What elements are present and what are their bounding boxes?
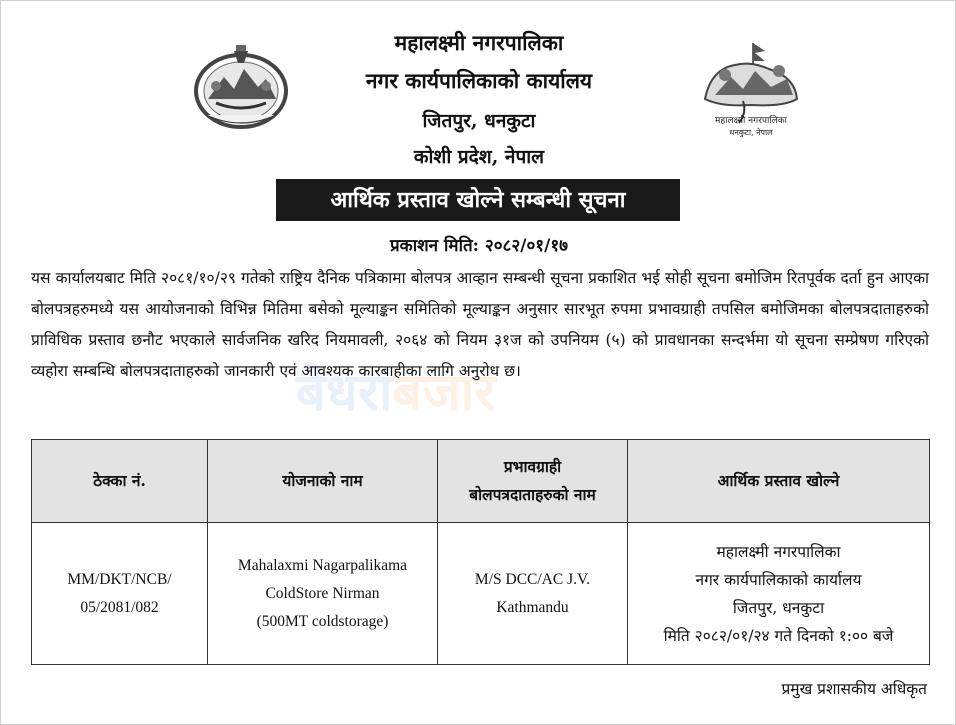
bidder-line1: M/S DCC/AC J.V.: [474, 570, 591, 588]
province-country: कोशी प्रदेश, नेपाल: [413, 146, 545, 168]
watermark-part2: बजार: [392, 363, 496, 423]
office-name: नगर कार्यपालिकाको कार्यालय: [365, 68, 593, 93]
watermark-part1: बेधरा: [296, 363, 393, 423]
cell-contract-no: [32, 523, 208, 665]
contract-no-line2: 05/2081/082: [80, 598, 159, 616]
logo-caption-line2: धनकुटा, नेपाल: [729, 128, 773, 137]
municipality-logo-icon: [691, 39, 811, 139]
header-opening: आर्थिक प्रस्ताव खोल्ने: [628, 440, 930, 523]
notice-body: यस कार्यालयबाट मिति २०८१/१०/२९ गतेको राष्ट्रिय दैनिक पत्रिकामा बोलपत्र आव्हान सम्बन्धी सूचना प्रकाशित भई सोही सूचना बमोजिम रितपूर्वक दर्ता हुन आएका बोलपत्रहरुमध्ये यस आयोजनाको विभिन्न मितिमा बसेको मूल्याङ्कन समितिको मूल्याङ्कन अनुसार सारभूत रुपमा प्रभावग्राही तपसिल बमोजिमका बोलपत्रदाताहरुको प्राविधिक प्रस्ताव छनौट भएकाले सार्वजनिक खरिद नियमावली, २०६४ को नियम ३१ज को उपनियम (५) को प्रावधानका सन्दर्भमा यो सूचना सम्प्रेषण गरिएको व्यहोरा सम्बन्धि बोलपत्रदाताहरुको जानकारी एवं आवश्यक कारबाहीका लागि अनुरोध छ।: [31, 269, 929, 380]
project-line1: Mahalaxmi Nagarpalikama: [237, 556, 408, 574]
header-bidder-name: [438, 440, 628, 523]
publication-date: प्रकाशन मिति: २०८२/०१/१७: [389, 236, 569, 256]
project-line3: (500MT coldstorage): [256, 612, 389, 630]
header-contract-no: ठेक्का नं.: [32, 440, 208, 523]
header-bidder-line2: बोलपत्रदाताहरुको नाम: [469, 485, 596, 504]
opening-line3: जितपुर, धनकुटा: [732, 598, 825, 617]
header-bidder-line1: प्रभावग्राही: [503, 457, 562, 476]
table-row: [32, 523, 930, 665]
notice-title: आर्थिक प्रस्ताव खोल्ने सम्बन्धी सूचना: [276, 179, 680, 221]
cell-bidder-name: [438, 523, 628, 665]
cell-project-name: [208, 523, 438, 665]
cell-opening: [628, 523, 930, 665]
logo-caption-line1: महालक्ष्मी नगरपालिका: [714, 116, 788, 126]
office-address: जितपुर, धनकुटा: [422, 110, 536, 132]
table-header-row: [32, 440, 930, 523]
bid-table: [31, 439, 930, 665]
opening-line4: मिति २०८२/०१/२४ गते दिनको १:०० बजे: [663, 626, 894, 645]
opening-line1: महालक्ष्मी नगरपालिका: [716, 542, 841, 561]
header-project-name: योजनाको नाम: [208, 440, 438, 523]
bidder-line2: Kathmandu: [496, 598, 569, 616]
opening-line2: नगर कार्यपालिकाको कार्यालय: [695, 570, 862, 589]
municipality-name: महालक्ष्मी नगरपालिका: [394, 30, 564, 55]
signatory-title: प्रमुख प्रशासकीय अधिकृत: [781, 680, 927, 698]
contract-no-line1: MM/DKT/NCB/: [67, 570, 172, 588]
project-line2: ColdStore Nirman: [265, 584, 380, 602]
